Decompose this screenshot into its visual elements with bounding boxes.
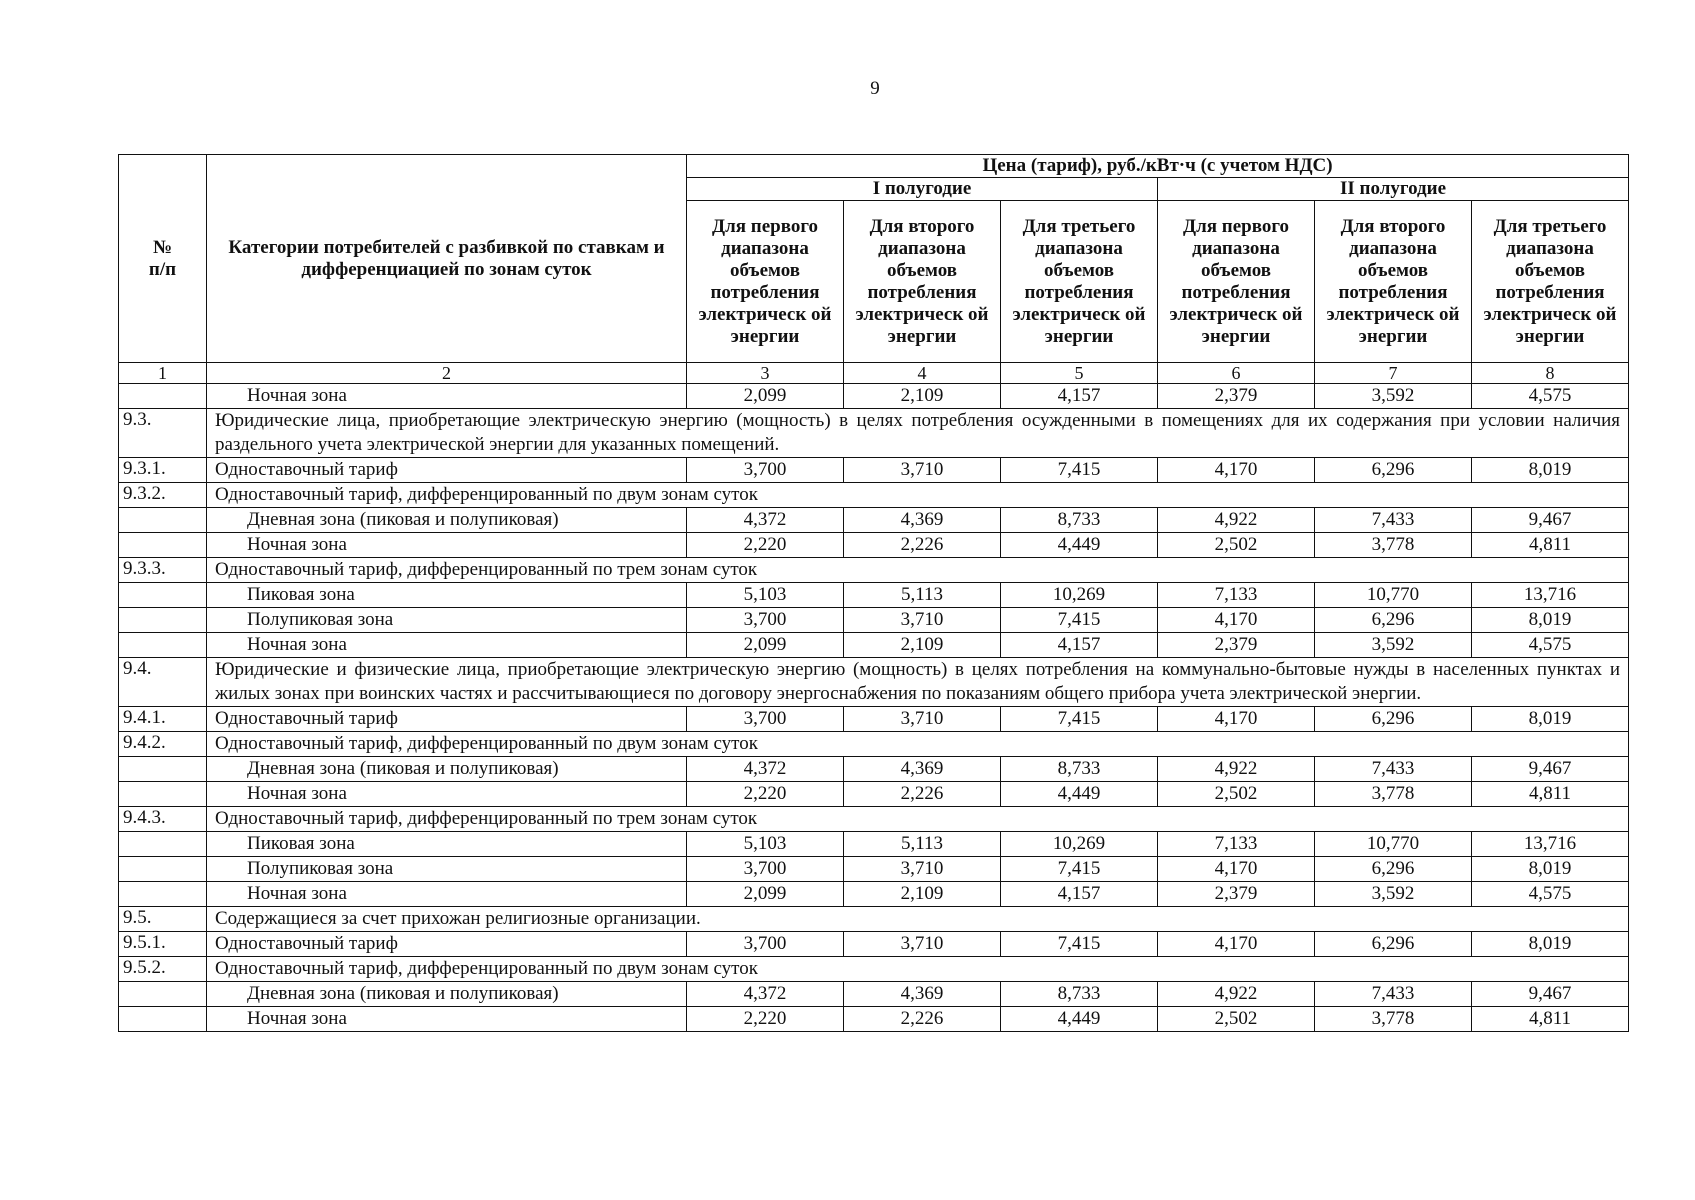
table-row xyxy=(119,409,1629,458)
tariff-value: 8,733 xyxy=(1001,508,1158,533)
tariff-category: Одноставочный тариф xyxy=(207,932,687,957)
tariff-value: 3,710 xyxy=(844,608,1001,633)
tariff-value: 9,467 xyxy=(1472,757,1629,782)
table-row xyxy=(119,782,1629,807)
table-row xyxy=(119,558,1629,583)
tariff-value: 3,700 xyxy=(687,932,844,957)
tariff-value: 3,700 xyxy=(687,458,844,483)
tariff-value: 4,811 xyxy=(1472,782,1629,807)
row-number: 9.3.3. xyxy=(119,558,207,583)
tariff-value: 2,099 xyxy=(687,633,844,658)
tariff-value: 3,710 xyxy=(844,458,1001,483)
row-number xyxy=(119,384,207,409)
tariff-category: Ночная зона xyxy=(207,1007,687,1032)
category-description: Содержащиеся за счет прихожан религиозные организации. xyxy=(207,907,1629,932)
table-row xyxy=(119,982,1629,1007)
tariff-value: 7,415 xyxy=(1001,857,1158,882)
header-half-1: I полугодие xyxy=(687,178,1158,201)
header-range-3: Для третьего диапазона объемов потребления электрическ ой энергии xyxy=(1472,201,1629,363)
tariff-value: 2,220 xyxy=(687,782,844,807)
row-number: 9.5.1. xyxy=(119,932,207,957)
table-row xyxy=(119,807,1629,832)
tariff-value: 6,296 xyxy=(1315,932,1472,957)
category-description: Юридические лица, приобретающие электрическую энергию (мощность) в целях потребления осужденными в помещениях для их содержания при условии наличия раздельного учета электрической энергии для указанных помещений. xyxy=(207,409,1629,458)
table-row xyxy=(119,1007,1629,1032)
tariff-value: 9,467 xyxy=(1472,508,1629,533)
table-row xyxy=(119,757,1629,782)
tariff-value: 8,019 xyxy=(1472,932,1629,957)
tariff-category: Ночная зона xyxy=(207,384,687,409)
tariff-value: 3,700 xyxy=(687,608,844,633)
tariff-value: 4,811 xyxy=(1472,533,1629,558)
row-number xyxy=(119,608,207,633)
column-index: 1 xyxy=(119,363,207,384)
tariff-value: 10,770 xyxy=(1315,583,1472,608)
tariff-value: 7,133 xyxy=(1158,832,1315,857)
tariff-group-title: Одноставочный тариф, дифференцированный по двум зонам суток xyxy=(207,483,1629,508)
tariff-value: 8,019 xyxy=(1472,707,1629,732)
row-number xyxy=(119,882,207,907)
tariff-category: Дневная зона (пиковая и полупиковая) xyxy=(207,982,687,1007)
tariff-value: 3,700 xyxy=(687,707,844,732)
tariff-value: 2,099 xyxy=(687,882,844,907)
table-row xyxy=(119,533,1629,558)
tariff-value: 2,109 xyxy=(844,384,1001,409)
row-number: 9.4. xyxy=(119,658,207,707)
column-index: 3 xyxy=(687,363,844,384)
tariff-group-title: Одноставочный тариф, дифференцированный по трем зонам суток xyxy=(207,558,1629,583)
tariff-value: 4,449 xyxy=(1001,533,1158,558)
tariff-value: 5,103 xyxy=(687,583,844,608)
row-number: 9.4.2. xyxy=(119,732,207,757)
tariff-value: 6,296 xyxy=(1315,458,1472,483)
tariff-value: 2,226 xyxy=(844,782,1001,807)
row-number: 9.4.1. xyxy=(119,707,207,732)
tariff-value: 8,019 xyxy=(1472,608,1629,633)
tariff-value: 7,415 xyxy=(1001,608,1158,633)
header-number: № п/п xyxy=(119,155,207,363)
row-number: 9.4.3. xyxy=(119,807,207,832)
tariff-value: 2,220 xyxy=(687,1007,844,1032)
table-row xyxy=(119,957,1629,982)
row-number xyxy=(119,857,207,882)
tariff-value: 2,220 xyxy=(687,533,844,558)
tariff-value: 8,733 xyxy=(1001,982,1158,1007)
tariff-value: 2,379 xyxy=(1158,882,1315,907)
tariff-value: 3,592 xyxy=(1315,384,1472,409)
tariff-value: 8,019 xyxy=(1472,857,1629,882)
tariff-category: Пиковая зона xyxy=(207,583,687,608)
header-range-3: Для третьего диапазона объемов потребления электрическ ой энергии xyxy=(1001,201,1158,363)
tariff-value: 4,922 xyxy=(1158,508,1315,533)
table-row xyxy=(119,857,1629,882)
tariff-value: 10,770 xyxy=(1315,832,1472,857)
tariff-value: 2,109 xyxy=(844,882,1001,907)
tariff-value: 4,449 xyxy=(1001,782,1158,807)
page-number: 9 xyxy=(870,78,880,99)
row-number xyxy=(119,782,207,807)
tariff-value: 3,592 xyxy=(1315,633,1472,658)
tariff-value: 4,170 xyxy=(1158,857,1315,882)
row-number: 9.5. xyxy=(119,907,207,932)
tariff-value: 2,379 xyxy=(1158,384,1315,409)
tariff-value: 3,592 xyxy=(1315,882,1472,907)
tariff-value: 4,575 xyxy=(1472,633,1629,658)
row-number: 9.5.2. xyxy=(119,957,207,982)
tariff-value: 5,103 xyxy=(687,832,844,857)
tariff-value: 13,716 xyxy=(1472,583,1629,608)
table-row xyxy=(119,458,1629,483)
category-description: Юридические и физические лица, приобретающие электрическую энергию (мощность) в целях потребления на коммунально-бытовые нужды в населенных пунктах и жилых зонах при воинских частях и рассчитывающиеся по договору энергоснабжения по показаниям общего прибора учета электрической энергии. xyxy=(207,658,1629,707)
tariff-table xyxy=(118,154,1629,1032)
tariff-value: 4,449 xyxy=(1001,1007,1158,1032)
tariff-category: Ночная зона xyxy=(207,782,687,807)
tariff-value: 6,296 xyxy=(1315,707,1472,732)
tariff-value: 2,502 xyxy=(1158,533,1315,558)
tariff-value: 3,778 xyxy=(1315,1007,1472,1032)
tariff-value: 3,778 xyxy=(1315,533,1472,558)
tariff-value: 2,502 xyxy=(1158,1007,1315,1032)
tariff-value: 6,296 xyxy=(1315,857,1472,882)
column-index: 8 xyxy=(1472,363,1629,384)
tariff-value: 10,269 xyxy=(1001,832,1158,857)
tariff-value: 3,710 xyxy=(844,707,1001,732)
tariff-value: 4,372 xyxy=(687,508,844,533)
tariff-category: Одноставочный тариф xyxy=(207,707,687,732)
tariff-value: 3,778 xyxy=(1315,782,1472,807)
tariff-value: 5,113 xyxy=(844,583,1001,608)
tariff-category: Дневная зона (пиковая и полупиковая) xyxy=(207,757,687,782)
table-body xyxy=(119,384,1629,1032)
table-row xyxy=(119,907,1629,932)
tariff-value: 7,415 xyxy=(1001,932,1158,957)
tariff-value: 10,269 xyxy=(1001,583,1158,608)
table-row xyxy=(119,882,1629,907)
tariff-category: Пиковая зона xyxy=(207,832,687,857)
header-category: Категории потребителей с разбивкой по ставкам и дифференциацией по зонам суток xyxy=(207,155,687,363)
table-row xyxy=(119,583,1629,608)
tariff-value: 7,433 xyxy=(1315,982,1472,1007)
tariff-value: 2,109 xyxy=(844,633,1001,658)
tariff-value: 2,226 xyxy=(844,533,1001,558)
tariff-value: 4,811 xyxy=(1472,1007,1629,1032)
tariff-value: 4,170 xyxy=(1158,932,1315,957)
table-row xyxy=(119,658,1629,707)
header-range-1: Для первого диапазона объемов потребления электрическ ой энергии xyxy=(1158,201,1315,363)
tariff-value: 8,019 xyxy=(1472,458,1629,483)
column-index: 6 xyxy=(1158,363,1315,384)
tariff-value: 4,922 xyxy=(1158,757,1315,782)
tariff-category: Полупиковая зона xyxy=(207,857,687,882)
table-row xyxy=(119,483,1629,508)
tariff-value: 4,922 xyxy=(1158,982,1315,1007)
tariff-value: 2,502 xyxy=(1158,782,1315,807)
table-row xyxy=(119,633,1629,658)
tariff-value: 4,170 xyxy=(1158,608,1315,633)
row-number xyxy=(119,633,207,658)
tariff-value: 7,415 xyxy=(1001,707,1158,732)
header-range-2: Для второго диапазона объемов потребления электрическ ой энергии xyxy=(844,201,1001,363)
tariff-value: 7,433 xyxy=(1315,508,1472,533)
tariff-value: 9,467 xyxy=(1472,982,1629,1007)
tariff-value: 4,369 xyxy=(844,982,1001,1007)
header-half-2: II полугодие xyxy=(1158,178,1629,201)
tariff-category: Одноставочный тариф xyxy=(207,458,687,483)
row-number xyxy=(119,583,207,608)
header-range-1: Для первого диапазона объемов потребления электрическ ой энергии xyxy=(687,201,844,363)
column-index: 7 xyxy=(1315,363,1472,384)
table-row xyxy=(119,608,1629,633)
table-row xyxy=(119,508,1629,533)
row-number xyxy=(119,832,207,857)
tariff-value: 3,710 xyxy=(844,857,1001,882)
tariff-value: 7,433 xyxy=(1315,757,1472,782)
row-number: 9.3.2. xyxy=(119,483,207,508)
column-index-row xyxy=(119,363,1629,384)
tariff-category: Дневная зона (пиковая и полупиковая) xyxy=(207,508,687,533)
tariff-value: 6,296 xyxy=(1315,608,1472,633)
table-row xyxy=(119,832,1629,857)
row-number: 9.3.1. xyxy=(119,458,207,483)
tariff-value: 7,415 xyxy=(1001,458,1158,483)
tariff-value: 4,372 xyxy=(687,757,844,782)
tariff-group-title: Одноставочный тариф, дифференцированный по трем зонам суток xyxy=(207,807,1629,832)
tariff-value: 3,710 xyxy=(844,932,1001,957)
tariff-group-title: Одноставочный тариф, дифференцированный по двум зонам суток xyxy=(207,957,1629,982)
tariff-value: 4,157 xyxy=(1001,633,1158,658)
tariff-value: 4,170 xyxy=(1158,458,1315,483)
tariff-value: 4,170 xyxy=(1158,707,1315,732)
row-number xyxy=(119,1007,207,1032)
tariff-value: 2,226 xyxy=(844,1007,1001,1032)
row-number xyxy=(119,982,207,1007)
tariff-category: Ночная зона xyxy=(207,882,687,907)
column-index: 5 xyxy=(1001,363,1158,384)
tariff-value: 8,733 xyxy=(1001,757,1158,782)
tariff-value: 2,099 xyxy=(687,384,844,409)
table-header xyxy=(119,155,1629,384)
tariff-category: Полупиковая зона xyxy=(207,608,687,633)
tariff-value: 4,157 xyxy=(1001,882,1158,907)
column-index: 4 xyxy=(844,363,1001,384)
tariff-value: 3,700 xyxy=(687,857,844,882)
tariff-value: 2,379 xyxy=(1158,633,1315,658)
tariff-value: 4,369 xyxy=(844,757,1001,782)
tariff-value: 7,133 xyxy=(1158,583,1315,608)
header-price: Цена (тариф), руб./кВт·ч (с учетом НДС) xyxy=(687,155,1629,178)
column-index: 2 xyxy=(207,363,687,384)
row-number xyxy=(119,757,207,782)
table-row xyxy=(119,384,1629,409)
tariff-value: 4,575 xyxy=(1472,384,1629,409)
tariff-value: 5,113 xyxy=(844,832,1001,857)
table-row xyxy=(119,707,1629,732)
row-number xyxy=(119,508,207,533)
table-row xyxy=(119,932,1629,957)
tariff-value: 4,157 xyxy=(1001,384,1158,409)
tariff-value: 4,575 xyxy=(1472,882,1629,907)
tariff-category: Ночная зона xyxy=(207,633,687,658)
tariff-group-title: Одноставочный тариф, дифференцированный по двум зонам суток xyxy=(207,732,1629,757)
tariff-value: 4,369 xyxy=(844,508,1001,533)
tariff-value: 13,716 xyxy=(1472,832,1629,857)
header-range-2: Для второго диапазона объемов потребления электрическ ой энергии xyxy=(1315,201,1472,363)
row-number xyxy=(119,533,207,558)
row-number: 9.3. xyxy=(119,409,207,458)
tariff-value: 4,372 xyxy=(687,982,844,1007)
table-row xyxy=(119,732,1629,757)
tariff-category: Ночная зона xyxy=(207,533,687,558)
